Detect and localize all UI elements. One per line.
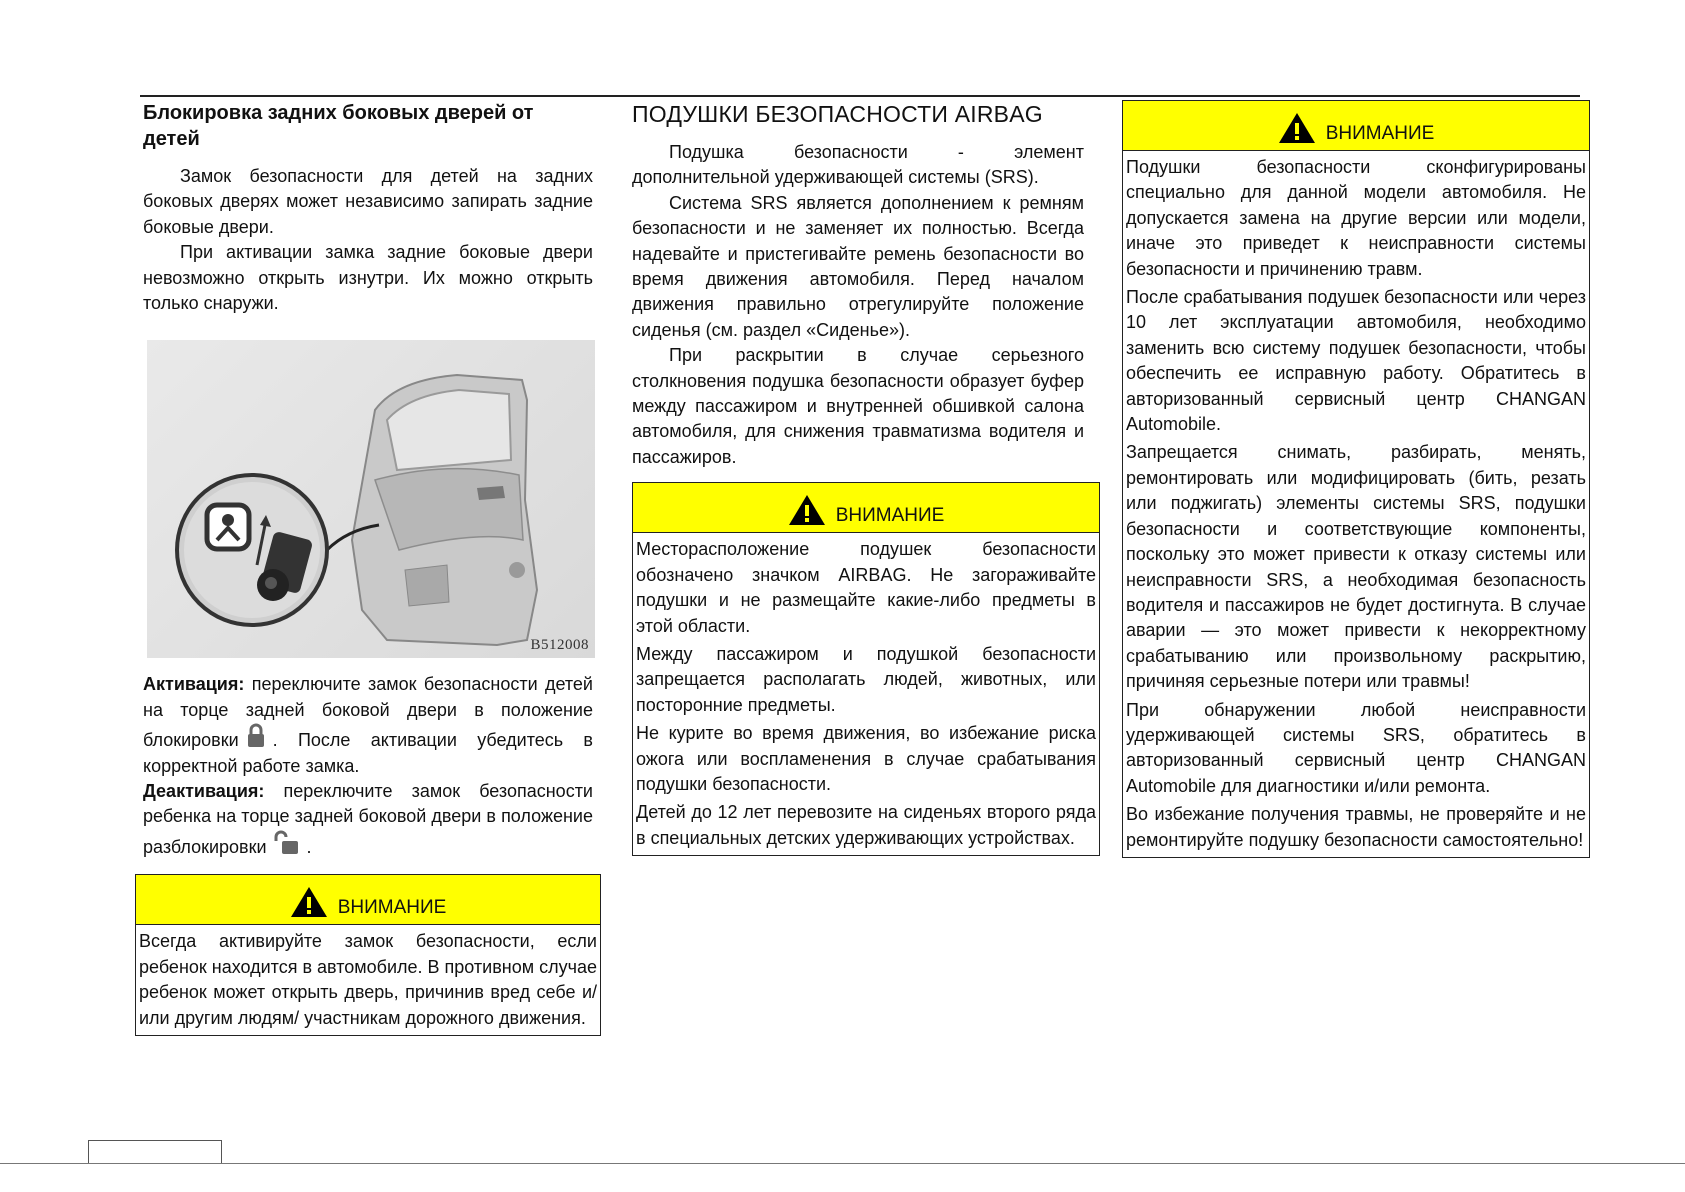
warning-header xyxy=(136,875,600,925)
paragraph: Подушка безопасности - элемент дополнительной удерживающей системы (SRS). xyxy=(632,142,1084,188)
deactivation-text: переключите замок безопасности ребенка на торце задней боковой двери в положение разблокировки xyxy=(143,781,593,857)
door-illustration xyxy=(147,340,595,658)
warning-triangle-icon xyxy=(1278,112,1316,144)
warning-triangle-icon xyxy=(290,886,328,918)
figure-code: B512008 xyxy=(530,637,589,654)
warning-paragraph: Между пассажиром и подушкой безопасности запрещается располагать людей, животных, или посторонние предметы. xyxy=(636,643,1096,715)
warning-title: ВНИМАНИЕ xyxy=(1325,123,1435,144)
activation-paragraph xyxy=(143,672,593,779)
warning-paragraph: После срабатывания подушек безопасности или через 10 лет эксплуатации автомобиля, необходимо заменить всю систему подушек безопасности, чтобы обеспечить ее исправную работу. Обратитесь в авторизованный сервисный центр CHANGAN Automobile. xyxy=(1126,287,1586,435)
page-tab xyxy=(88,1140,222,1164)
warning-paragraph: Всегда активируйте замок безопасности, если ребенок находится в автомобиле. В противном случае ребенок может открыть дверь, причинив вред себе и/или другим людям/ участникам дорожного движения. xyxy=(139,931,598,1028)
column-child-lock xyxy=(139,100,598,1036)
warning-box-airbag-service xyxy=(1122,100,1590,858)
deactivation-text-end: . xyxy=(306,836,312,857)
deactivation-label: Деактивация: xyxy=(143,781,265,802)
paragraph: При раскрытии в случае серьезного столкновения подушка безопасности образует буфер между пассажиром и внутренней обшивкой салона автомобиля, для снижения травматизма водителя и пассажиров. xyxy=(632,345,1084,467)
warning-paragraph: Во избежание получения травмы, не проверяйте и не ремонтируйте подушку безопасности самостоятельно! xyxy=(1126,804,1586,850)
warning-triangle-icon xyxy=(788,494,826,526)
warning-paragraph: Месторасположение подушек безопасности обозначено значком AIRBAG. Не загораживайте подушки и не размещайте какие-либо предметы в этой области. xyxy=(636,539,1096,636)
warning-body xyxy=(633,533,1099,855)
warning-box-airbag-location xyxy=(632,482,1100,856)
section-heading-child-lock: Блокировка задних боковых дверей от детей xyxy=(143,102,534,150)
paragraph: При активации замка задние боковые двери невозможно открыть изнутри. Их можно открыть только снаружи. xyxy=(143,242,593,314)
warning-title: ВНИМАНИЕ xyxy=(337,897,447,919)
warning-paragraph: При обнаружении любой неисправности удерживающей системы SRS, обратитесь в авторизованный сервисный центр CHANGAN Automobile для диагностики и/или ремонта. xyxy=(1126,699,1586,796)
warning-header xyxy=(633,483,1099,533)
rear-door-drawing xyxy=(147,340,595,658)
warning-header xyxy=(1123,101,1589,151)
warning-paragraph: Запрещается снимать, разбирать, менять, ремонтировать или модифицировать (бить, резать или поджигать) элементы системы SRS, подушки безопасности и соответствующие компоненты, поскольку это может привести к отказу системы или неисправности SRS, а необходимая безопасность водителя и пассажиров не будет достигнута. В случае аварии — это может привести к некорректному срабатыванию или произвольному раскрытию, причиняя серьезные потери или травмы! xyxy=(1126,442,1586,692)
lock-icon xyxy=(245,723,267,749)
section-heading-airbags: ПОДУШКИ БЕЗОПАСНОСТИ AIRBAG xyxy=(632,101,1043,127)
activation-text-end: . После активации убедитесь в корректной работе замка. xyxy=(143,730,593,776)
warning-box-child-lock xyxy=(135,874,601,1036)
deactivation-paragraph xyxy=(143,779,593,860)
unlock-icon xyxy=(273,830,301,856)
warning-paragraph: Подушки безопасности сконфигурированы специально для данной модели автомобиля. Не допускается замена на другие версии или модели, иначе это приведет к неисправности системы безопасности и причинению травм. xyxy=(1126,157,1586,279)
warning-body xyxy=(136,925,600,1035)
paragraph: Система SRS является дополнением к ремням безопасности и не заменяет их полностью. Всегда надевайте и пристегивайте ремень безопасности во время движения автомобиля. Перед началом движения правильно отрегулируйте положение сиденья (см. раздел «Сиденье»). xyxy=(632,192,1084,340)
warning-body xyxy=(1123,151,1589,857)
activation-label: Активация: xyxy=(143,674,245,695)
top-rule xyxy=(140,95,1580,97)
warning-title: ВНИМАНИЕ xyxy=(835,505,945,527)
paragraph: Замок безопасности для детей на задних боковых дверях может независимо запирать задние боковые двери. xyxy=(143,166,593,237)
column-airbag-warnings xyxy=(1122,100,1590,858)
warning-paragraph: Детей до 12 лет перевозите на сиденьях второго ряда в специальных детских удерживающих устройствах. xyxy=(636,802,1096,848)
bottom-rule xyxy=(0,1163,1685,1164)
column-airbags xyxy=(632,100,1096,856)
child-lock-icon xyxy=(207,505,249,549)
warning-paragraph: Не курите во время движения, во избежание риска ожога или воспламенения в случае срабатывания подушки безопасности. xyxy=(636,723,1096,794)
activation-text: переключите замок безопасности детей на торце задней боковой двери в положение блокировки xyxy=(143,674,593,751)
